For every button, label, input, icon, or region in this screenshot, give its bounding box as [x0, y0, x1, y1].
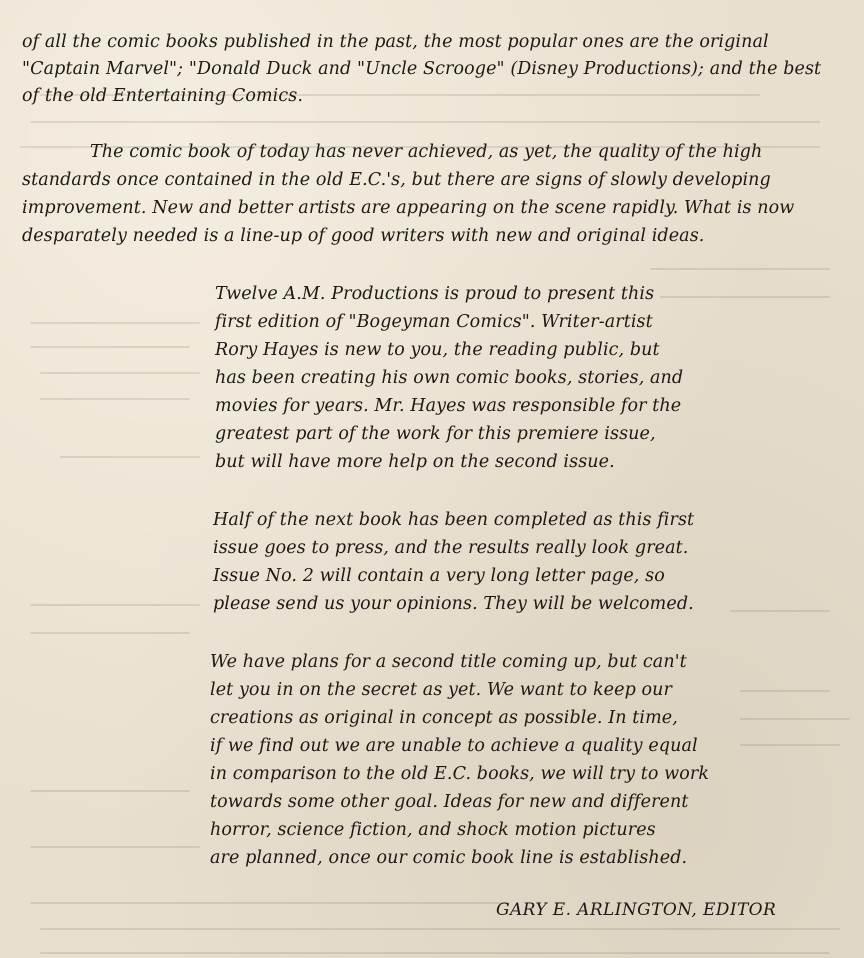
announcement-line: greatest part of the work for this premiere issue,	[215, 424, 656, 444]
plans-line: if we find out we are unable to achieve a quality equal	[210, 736, 698, 756]
next-book-line: please send us your opinions. They will be welcomed.	[213, 594, 694, 614]
announcement-line: Twelve A.M. Productions is proud to present this	[215, 284, 655, 304]
plans-line: let you in on the secret as yet. We want to keep our	[210, 680, 673, 700]
quality-line: The comic book of today has never achieved, as yet, the quality of the high	[90, 142, 763, 162]
intro-line: of the old Entertaining Comics.	[22, 86, 304, 106]
plans-line: creations as original in concept as possible. In time,	[210, 708, 678, 728]
quality-line: standards once contained in the old E.C.'s, but there are signs of slowly developing	[22, 170, 771, 190]
next-book-line: Half of the next book has been completed as this first	[213, 510, 695, 530]
plans-line: are planned, once our comic book line is established.	[210, 848, 688, 868]
plans-line: horror, science fiction, and shock motion pictures	[210, 820, 656, 840]
intro-line: "Captain Marvel"; "Donald Duck and "Uncle Scrooge" (Disney Productions); and the best	[22, 59, 822, 79]
quality-line: desparately needed is a line-up of good writers with new and original ideas.	[22, 226, 705, 246]
quality-line: improvement. New and better artists are appearing on the scene rapidly. What is now	[22, 198, 795, 218]
announcement-line: first edition of "Bogeyman Comics". Writer-artist	[215, 312, 653, 332]
announcement-line: movies for years. Mr. Hayes was responsible for the	[215, 396, 682, 416]
next-book-line: issue goes to press, and the results really look great.	[213, 538, 689, 558]
plans-line: towards some other goal. Ideas for new and different	[210, 792, 689, 812]
plans-line: in comparison to the old E.C. books, we will try to work	[210, 764, 710, 784]
plans-line: We have plans for a second title coming up, but can't	[210, 652, 687, 672]
announcement-line: has been creating his own comic books, stories, and	[215, 368, 684, 388]
announcement-line: but will have more help on the second issue.	[215, 452, 615, 472]
announcement-line: Rory Hayes is new to you, the reading public, but	[215, 340, 660, 360]
next-book-line: Issue No. 2 will contain a very long letter page, so	[213, 566, 665, 586]
editor-signature: GARY E. ARLINGTON, EDITOR	[496, 900, 777, 920]
intro-line: of all the comic books published in the past, the most popular ones are the original	[22, 32, 769, 52]
